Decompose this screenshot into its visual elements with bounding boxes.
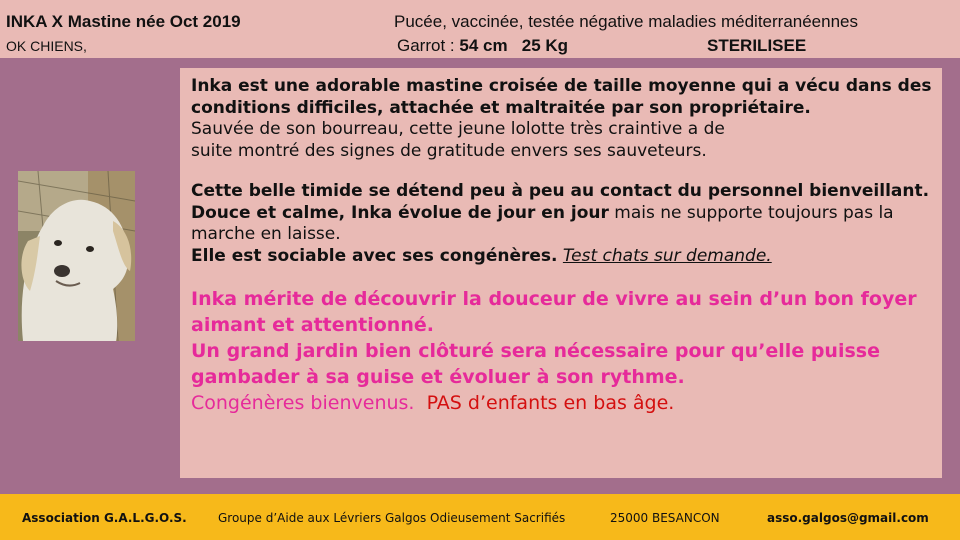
rescue-line-1: Sauvée de son bourreau, cette jeune lolotte très craintive a de	[191, 119, 725, 139]
page-title: INKA X Mastine née Oct 2019	[6, 12, 241, 31]
conditions-line	[191, 390, 936, 416]
association-fullname: Groupe d’Aide aux Lévriers Galgos Odieusement Sacrifiés	[218, 511, 566, 525]
dogs-welcome: Congénères bienvenus.	[191, 392, 415, 414]
dog-photo	[18, 171, 135, 341]
sociability-bold: Elle est sociable avec ses congénères.	[191, 245, 558, 266]
footer-banner	[0, 494, 960, 540]
compatibility-note: OK CHIENS,	[6, 38, 87, 54]
cat-test-note: Test chats sur demande.	[562, 245, 772, 266]
height-value: 54 cm	[459, 36, 508, 55]
contact-email[interactable]: asso.galgos@gmail.com	[767, 511, 929, 525]
temperament-paragraph: Cette belle timide se détend peu à peu au contact du personnel bienveillant.	[191, 181, 930, 201]
sterilised-badge: STERILISEE	[707, 36, 807, 55]
association-city: 25000 BESANCON	[610, 511, 720, 525]
size-info	[397, 36, 568, 56]
garden-requirement: Un grand jardin bien clôturé sera nécessaire pour qu’elle puisse gambader à sa guise et évoluer à son rythme.	[191, 340, 880, 388]
sociability-paragraph	[191, 246, 936, 268]
home-wish: Inka mérite de découvrir la douceur de vivre au sein d’un bon foyer aimant et attentionné.	[191, 288, 917, 336]
header-banner	[0, 0, 960, 58]
rescue-line-2: suite montré des signes de gratitude envers ses sauveteurs.	[191, 140, 707, 161]
behaviour-paragraph	[191, 203, 936, 246]
association-name: Association G.A.L.G.O.S.	[22, 511, 187, 525]
weight-value: 25 Kg	[521, 36, 569, 55]
behaviour-bold: Douce et calme, Inka évolue de jour en jour	[191, 202, 609, 223]
no-children-note: PAS d’enfants en bas âge.	[426, 392, 675, 414]
description-text	[191, 76, 936, 416]
garrot-label: Garrot :	[397, 36, 455, 55]
health-status: Pucée, vaccinée, testée négative maladies méditerranéennes	[394, 12, 859, 31]
intro-paragraph: Inka est une adorable mastine croisée de taille moyenne qui a vécu dans des conditions difficiles, attachée et maltraitée par son propriétaire.	[191, 76, 932, 118]
behaviour-rest: mais ne supporte toujours pas la marche en laisse.	[191, 202, 894, 244]
